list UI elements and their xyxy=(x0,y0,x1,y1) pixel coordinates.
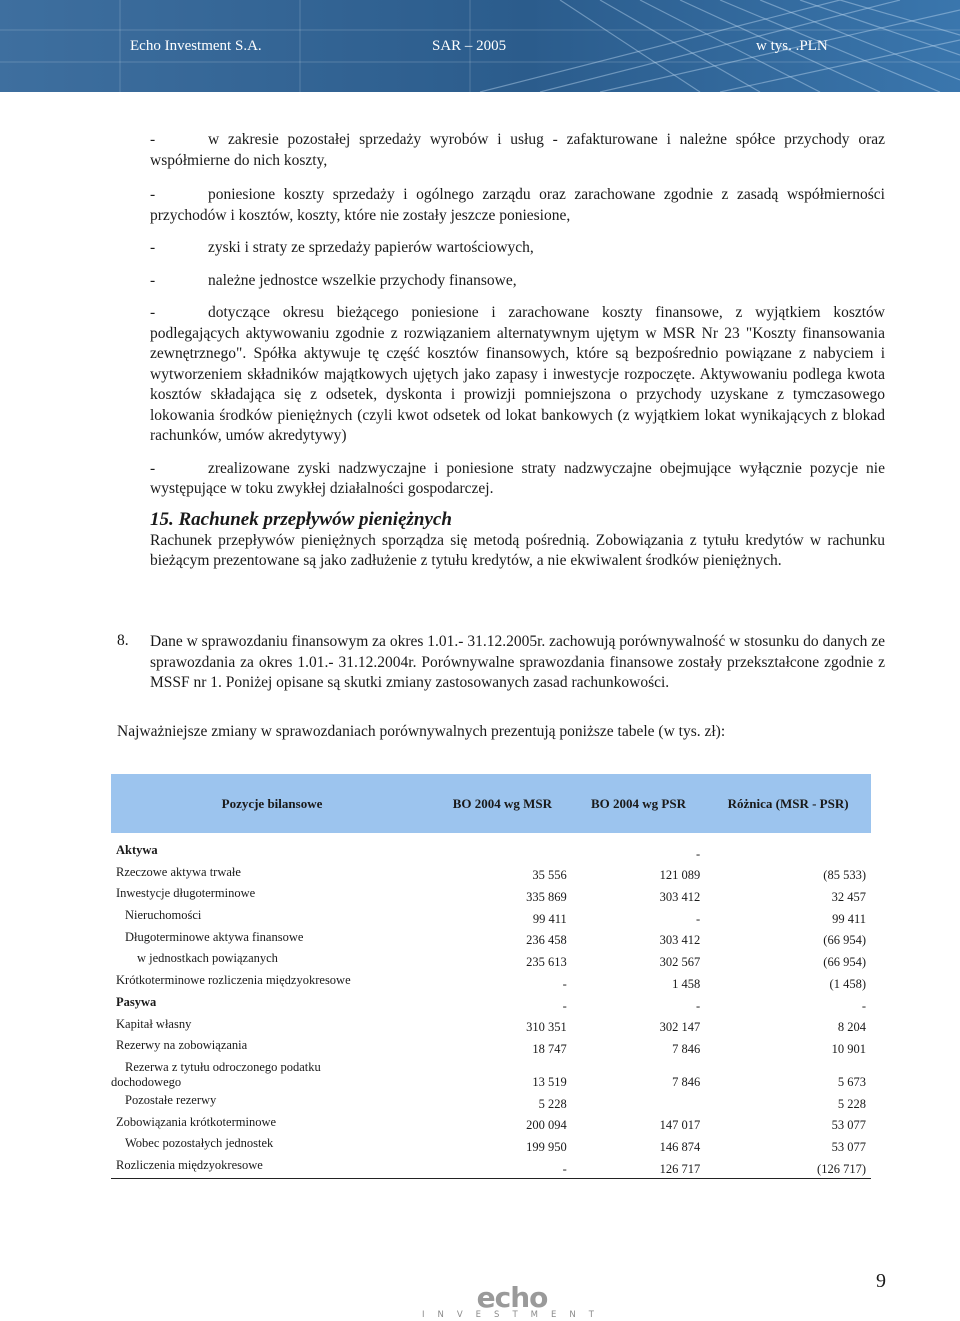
echo-investment-logo: echo INVESTMENT xyxy=(422,1281,607,1320)
bullet-item: - należne jednostce wszelkie przychody finansowe, xyxy=(150,271,517,289)
cell-v2: - xyxy=(696,846,701,861)
cell-v1: 310 351 xyxy=(526,1020,567,1035)
table-row xyxy=(111,928,871,950)
cell-v3: (85 533) xyxy=(823,868,866,883)
row-label: w jednostkach powiązanych xyxy=(137,951,278,966)
cell-v1: 235 613 xyxy=(526,955,567,970)
row-label: Rozliczenia międzyokresowe xyxy=(111,1156,433,1178)
cell-v1: 18 747 xyxy=(532,1041,567,1056)
cell-v2: 7 846 xyxy=(672,1041,701,1056)
table-row xyxy=(111,1113,871,1135)
table-row xyxy=(111,1091,871,1113)
row-label: Aktywa xyxy=(116,843,158,857)
row-label: Nieruchomości xyxy=(125,908,202,923)
cell-v3: 32 457 xyxy=(831,890,866,905)
row-label: Inwestycje długoterminowe xyxy=(116,886,256,901)
table-row xyxy=(111,1134,871,1156)
cell-v2: 1 458 xyxy=(672,976,701,991)
header-company: Echo Investment S.A. xyxy=(130,38,262,54)
cell-v3 xyxy=(705,841,871,863)
row-label: Rzeczowe aktywa trwałe xyxy=(116,864,241,879)
table-row xyxy=(111,841,871,863)
cell-v2: 303 412 xyxy=(659,933,701,948)
cell-v2: 7 846 xyxy=(672,1074,701,1089)
column-header: BO 2004 wg MSR xyxy=(433,774,572,833)
cell-v2: 302 147 xyxy=(659,1020,701,1035)
cell-v1: 35 556 xyxy=(532,868,567,883)
table-row xyxy=(111,863,871,885)
row-label: Rezerwy na zobowiązania xyxy=(116,1038,248,1053)
table-row xyxy=(111,1058,871,1091)
header-unit: w tys. .PLN xyxy=(756,38,828,54)
cell-v1: 200 094 xyxy=(526,1118,567,1133)
table-row xyxy=(111,1156,871,1178)
row-label: Długoterminowe aktywa finansowe xyxy=(125,929,304,944)
page-header xyxy=(0,0,960,92)
row-label: Rezerwa z tytułu odroczonego podatku dochodowego xyxy=(111,1059,321,1089)
cell-v3: (1 458) xyxy=(829,976,866,991)
page-number: 9 xyxy=(876,1270,886,1292)
cell-v2: - xyxy=(696,998,701,1013)
bullet-item: - w zakresie pozostałej sprzedaży wyrobów i usług - zafakturowane i należne spółce przychody oraz współmierne do nich koszty, xyxy=(150,131,885,169)
row-label: Krótkoterminowe rozliczenia międzyokresowe xyxy=(116,973,351,988)
section-15 xyxy=(150,510,885,572)
table-intro: Najważniejsze zmiany w sprawozdaniach porównywalnych prezentują poniższe tabele (w tys. zł): xyxy=(117,723,726,740)
row-label: Wobec pozostałych jednostek xyxy=(125,1136,274,1151)
cell-v2: - xyxy=(696,911,701,926)
cell-v1: 13 519 xyxy=(532,1074,567,1089)
cell-v1: 199 950 xyxy=(526,1139,567,1154)
table-row xyxy=(111,949,871,971)
table-row xyxy=(111,971,871,993)
column-header: BO 2004 wg PSR xyxy=(572,774,705,833)
cell-v2: 147 017 xyxy=(659,1118,701,1133)
section-title: 15. Rachunek przepływów pieniężnych xyxy=(150,509,452,530)
cell-v1: - xyxy=(433,1156,572,1178)
row-label: Zobowiązania krótkoterminowe xyxy=(116,1114,277,1129)
bullet-item: - zrealizowane zyski nadzwyczajne i poniesione straty nadzwyczajne obejmujące wyłącznie pozycje nie występujące w toku zwykłej działalności gospodarczej. xyxy=(150,459,885,497)
cell-v3: (66 954) xyxy=(823,955,866,970)
cell-v2: 121 089 xyxy=(659,868,701,883)
cell-v1: 335 869 xyxy=(526,890,567,905)
table-header-row xyxy=(111,774,871,833)
table-row xyxy=(111,906,871,928)
row-label: Kapitał własny xyxy=(116,1016,192,1031)
table-spacer xyxy=(111,833,871,841)
cell-v1 xyxy=(433,841,572,863)
header-report: SAR – 2005 xyxy=(432,38,507,54)
cell-v3: 10 901 xyxy=(831,1041,866,1056)
cell-v2: 146 874 xyxy=(659,1139,701,1154)
cell-v3: 53 077 xyxy=(831,1118,866,1133)
row-label: Pasywa xyxy=(116,994,157,1009)
cell-v3: 5 228 xyxy=(837,1096,866,1111)
bullet-item: - poniesione koszty sprzedaży i ogólnego zarządu oraz zarachowane zgodnie z zasadą współmierności przychodów i kosztów, koszty, które nie zostały jeszcze poniesione, xyxy=(150,186,885,224)
cell-v2: 302 567 xyxy=(659,955,701,970)
cell-v3: 8 204 xyxy=(837,1020,866,1035)
bullet-item: - zyski i straty ze sprzedaży papierów wartościowych, xyxy=(150,239,534,256)
cell-v1: - xyxy=(562,976,567,991)
cell-v2: 126 717 xyxy=(572,1156,705,1178)
cell-v3: (126 717) xyxy=(705,1156,871,1178)
column-header: Różnica (MSR - PSR) xyxy=(705,774,871,833)
cell-v1: 5 228 xyxy=(538,1096,567,1111)
cell-v1: 99 411 xyxy=(532,911,567,926)
cell-v3: 99 411 xyxy=(832,911,866,926)
cell-v3: - xyxy=(861,998,866,1013)
row-label: Pozostałe rezerwy xyxy=(125,1092,217,1107)
cell-v2: 303 412 xyxy=(659,890,701,905)
cell-v3: 5 673 xyxy=(837,1074,866,1089)
table-row xyxy=(111,993,871,1015)
cell-v3: (66 954) xyxy=(823,933,866,948)
table-row xyxy=(111,884,871,906)
table-row xyxy=(111,1036,871,1058)
cell-v3: 53 077 xyxy=(831,1139,866,1154)
point-8-paragraph: Dane w sprawozdaniu finansowym za okres 1.01.- 31.12.2005r. zachowują porównywalność w stosunku do danych ze sprawozdania za okres 1.01.- 31.12.2004r. Porównywalne sprawozdania finansowe zostały przekształcone zgodnie z MSSF nr 1. Poniżej opisane są skutki zmiany zastosowanych zasad rachunkowości. xyxy=(150,633,885,691)
cell-v1: - xyxy=(562,998,567,1013)
balance-table xyxy=(111,774,871,1179)
column-header: Pozycje bilansowe xyxy=(111,774,433,833)
table-row xyxy=(111,1015,871,1037)
section-paragraph: Rachunek przepływów pieniężnych sporządza się metodą pośrednią. Zobowiązania z tytułu kredytów w rachunku bieżącym prezentowane są jako zadłużenie z tytułu kredytów, a nie ekwiwalent środków pieniężnych. xyxy=(150,531,885,569)
bullet-list xyxy=(150,130,885,500)
cell-v1: 236 458 xyxy=(526,933,567,948)
bullet-item: - dotyczące okresu bieżącego poniesione i zarachowane koszty finansowe, z wyjątkiem kosztów podlegających aktywowaniu zgodnie z rozwiązaniem alternatywnym ujętym w MSR Nr 23 "Koszty finansowania zewnętrznego". Spółka aktywuje tę część kosztów finansowych, które są bezpośrednio powiązane z nabyciem i wytworzeniem składników majątkowych ujętych jako zapasy i inwestycje rozpoczęte. Aktywowaniu podlega kwota kosztów składająca się z odsetek, dyskonta i prowizji pomniejszona o przychody uzyskane z tymczasowego lokowania środków pieniężnych (czyli kwot odsetek od lokat bankowych (z wyjątkiem lokat wynikających z blokad rachunków, umów akredytywy) xyxy=(150,304,885,444)
cell-v2 xyxy=(572,1091,705,1113)
point-number: 8. xyxy=(117,632,129,649)
